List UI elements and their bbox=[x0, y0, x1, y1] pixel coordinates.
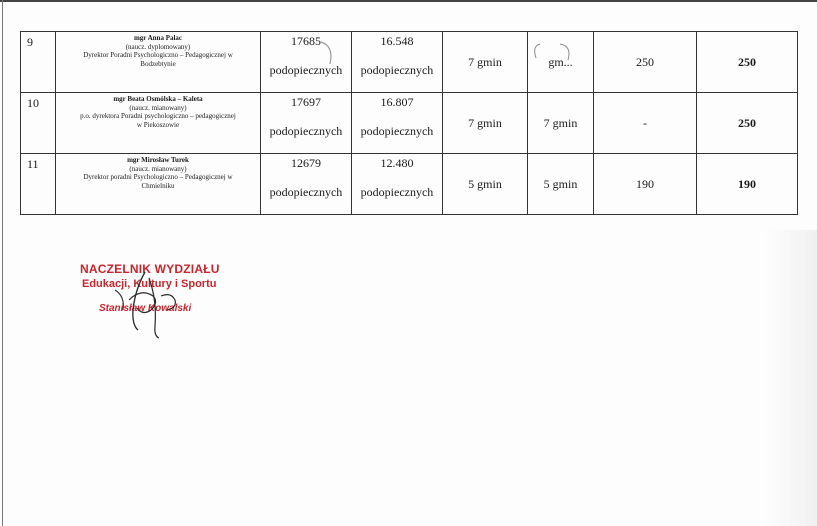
value-cell-1: 190 bbox=[594, 154, 697, 215]
count-cell-1 bbox=[261, 93, 352, 154]
communes-cell-1: 5 gmin bbox=[443, 154, 528, 215]
pencil-mark bbox=[318, 38, 338, 68]
person-cell bbox=[56, 32, 261, 93]
count-unit: podopiecznych bbox=[360, 63, 434, 77]
person-role: Dyrektor poradni Psychologiczno – Pedagogicznej w bbox=[83, 173, 233, 181]
count-value: 17685 bbox=[291, 34, 321, 48]
scan-shadow bbox=[760, 230, 817, 526]
count-value: 16.807 bbox=[380, 95, 414, 109]
communes-cell-1: 7 gmin bbox=[443, 32, 528, 93]
pencil-mark bbox=[530, 40, 575, 68]
person-cell bbox=[56, 154, 261, 215]
value-cell-2: 250 bbox=[697, 32, 798, 93]
person-role-place: w Piekoszowie bbox=[136, 120, 180, 129]
communes-cell-2: gm... bbox=[528, 32, 594, 93]
count-cell-2 bbox=[352, 154, 443, 215]
table-row bbox=[21, 93, 798, 154]
count-unit: podopiecznych bbox=[360, 124, 434, 138]
stamp-title: NACZELNIK WYDZIAŁU bbox=[80, 262, 220, 276]
value-cell-1: 250 bbox=[594, 32, 697, 93]
count-cell-2 bbox=[352, 32, 443, 93]
count-value: 17697 bbox=[291, 95, 321, 109]
value-cell-2: 250 bbox=[697, 93, 798, 154]
person-name: mgr Beata Osmólska – Kaleta bbox=[113, 95, 203, 103]
person-rank: (naucz. mianowany) bbox=[129, 103, 187, 112]
communes-cell-2: 5 gmin bbox=[528, 154, 594, 215]
communes-cell-2: 7 gmin bbox=[528, 93, 594, 154]
person-name: mgr Anna Palac bbox=[133, 34, 183, 42]
count-unit: podopiecznych bbox=[269, 124, 343, 138]
handwritten-signature bbox=[105, 270, 195, 340]
count-value: 16.548 bbox=[380, 34, 414, 48]
top-border-line bbox=[0, 0, 817, 2]
person-rank: (naucz. dyplomowany) bbox=[125, 42, 191, 51]
count-value: 12679 bbox=[291, 156, 321, 170]
stamp-name: Stanisław Kowalski bbox=[99, 303, 192, 314]
count-value: 12.480 bbox=[380, 156, 414, 170]
count-unit: podopiecznych bbox=[269, 63, 343, 77]
count-unit: podopiecznych bbox=[360, 185, 434, 199]
count-unit: podopiecznych bbox=[269, 185, 343, 199]
communes-cell-1: 7 gmin bbox=[443, 93, 528, 154]
staff-table bbox=[20, 31, 798, 215]
person-rank: (naucz. mianowany) bbox=[129, 164, 187, 173]
table-row bbox=[21, 154, 798, 215]
table-row bbox=[21, 32, 798, 93]
row-number: 10 bbox=[21, 93, 56, 154]
person-role-place: Bodzebtynie bbox=[140, 59, 176, 68]
count-cell-1 bbox=[261, 154, 352, 215]
stamp-department: Edukacji, Kultury i Sportu bbox=[82, 278, 217, 290]
person-role: Dyrektor Poradni Psychologiczno – Pedagogicznej w bbox=[83, 51, 233, 59]
value-cell-1: - bbox=[594, 93, 697, 154]
person-cell bbox=[56, 93, 261, 154]
person-role-place: Chmielniku bbox=[141, 181, 175, 190]
row-number: 9 bbox=[21, 32, 56, 93]
person-role: p.o. dyrektora Poradni psychologiczno – pedagogicznej bbox=[80, 112, 236, 120]
scan-left-edge bbox=[2, 0, 3, 526]
value-cell-2: 190 bbox=[697, 154, 798, 215]
count-cell-2 bbox=[352, 93, 443, 154]
person-name: mgr Mirosław Turek bbox=[127, 156, 189, 164]
row-number: 11 bbox=[21, 154, 56, 215]
